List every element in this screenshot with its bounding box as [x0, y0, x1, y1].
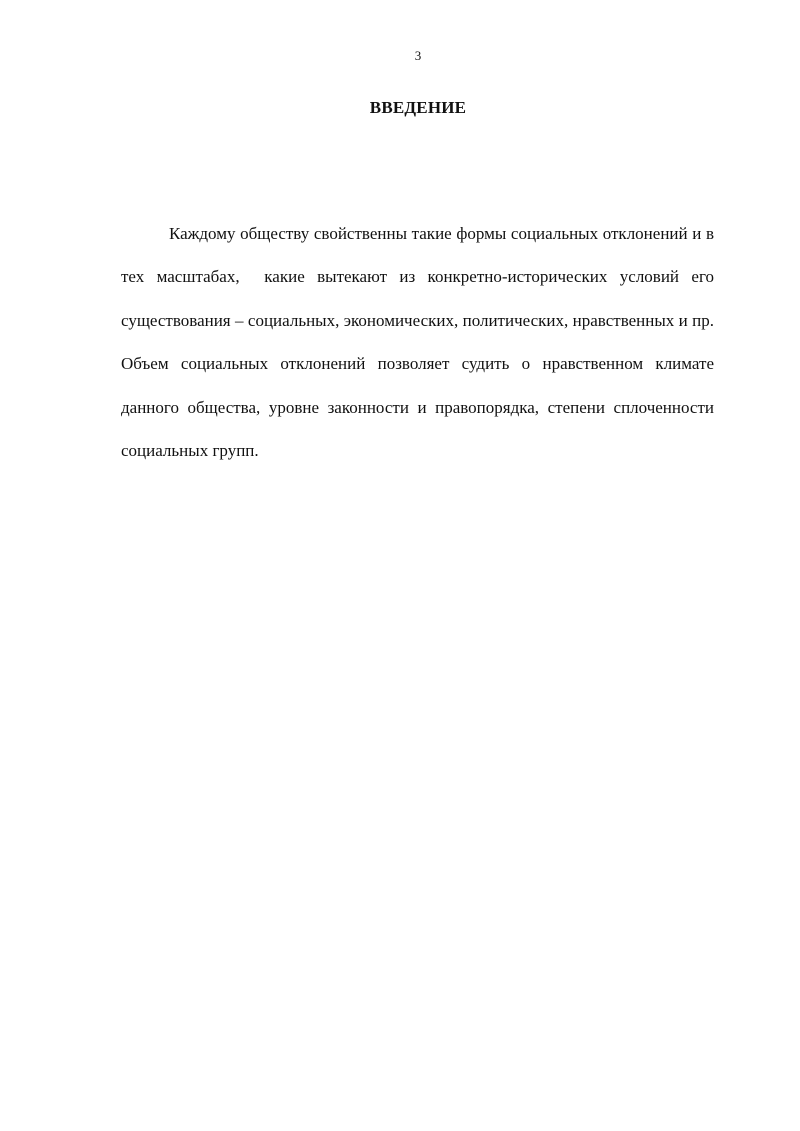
page-heading: ВВЕДЕНИЕ	[369, 98, 467, 117]
page-number: 3	[414, 48, 422, 63]
body-paragraph: Каждому обществу свойственны такие формы социальных отклонений и в тех масштабах, какие вытекают из конкретно-исторических условий его существования – социальных, экономических, политических, нравственных и пр. Объем социальных отклонений позволяет судить о нравственном климате данного общества, уровне законности и правопорядка, степени сплоченности социальных групп.	[121, 224, 719, 461]
